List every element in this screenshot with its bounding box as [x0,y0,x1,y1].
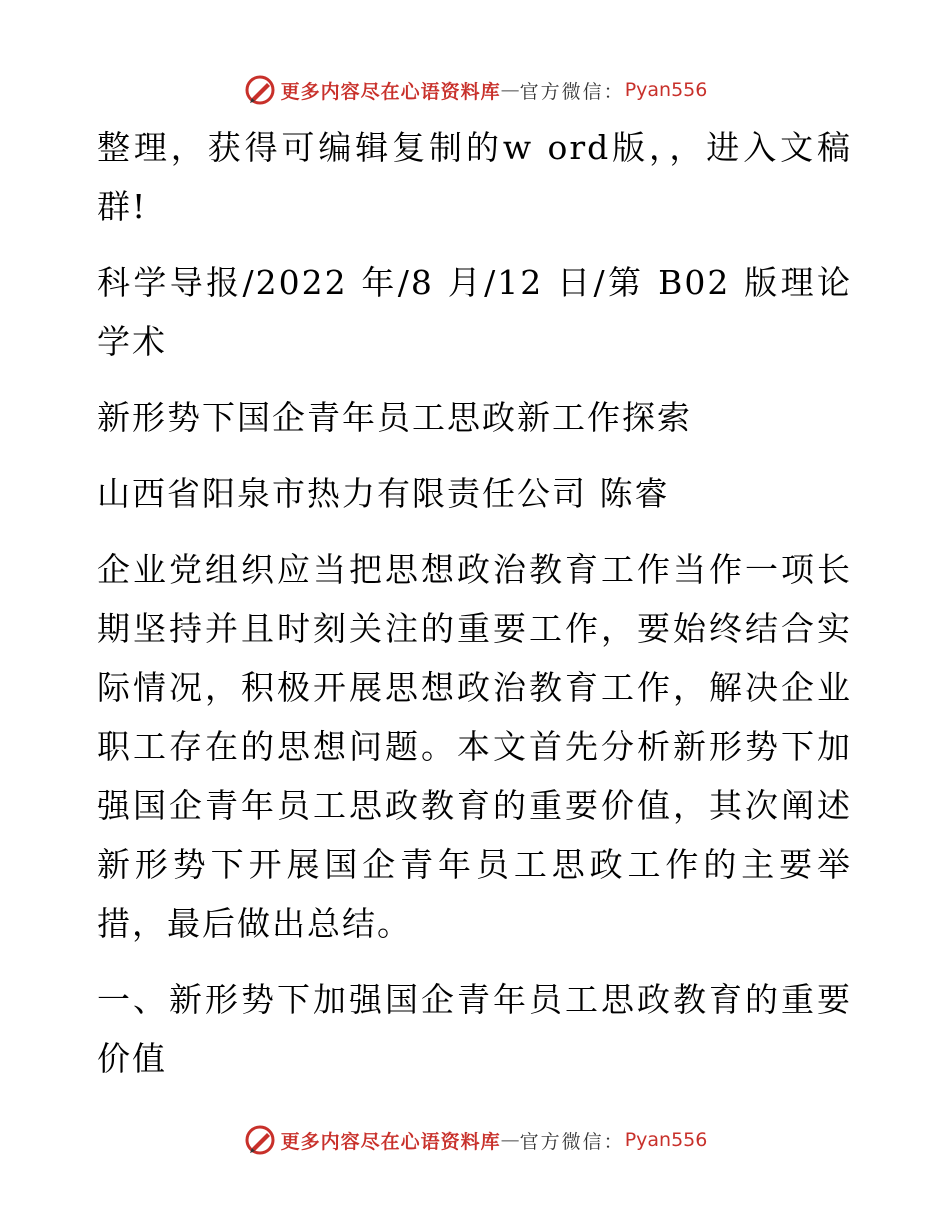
banner-wechat-label: 官方微信： [519,80,625,103]
banner-separator: — [500,1129,520,1151]
banner-wechat-label: 官方微信： [519,1130,625,1153]
author-line: 山西省阳泉市热力有限责任公司 陈睿 [97,474,670,513]
section-heading: 一、新形势下加强国企青年员工思政教育的重要价值 [97,980,852,1078]
abstract-paragraph: 企业党组织应当把思想政治教育工作当作一项长期坚持并且时刻关注的重要工作，要始终结合实际情况，积极开展思想政治教育工作，解决企业职工存在的思想问题。本文首先分析新形势下加强国企青年员工思政教育的重要价值，其次阐述新形势下开展国企青年员工思政工作的主要举措，最后做出总结。 [97,550,852,943]
banner-wechat-id: Pyan556 [624,1129,708,1151]
footer-banner [0,1120,950,1160]
banner-text: 更多内容尽在心语资料库 [280,1130,501,1153]
intro-paragraph: 整理，获得可编辑复制的w ord版，，进入文稿群! [97,128,852,226]
banner-wechat-id: Pyan556 [624,79,708,101]
pen-logo-icon [243,1123,277,1157]
header-banner [0,70,950,110]
banner-text: 更多内容尽在心语资料库 [280,80,501,103]
article-title: 新形势下国企青年员工思政新工作探索 [97,398,692,437]
source-line: 科学导报/2022 年/8 月/12 日/第 B02 版理论学术 [97,263,852,361]
document-body [97,118,852,1105]
pen-logo-icon [243,73,277,107]
banner-separator: — [500,79,520,101]
